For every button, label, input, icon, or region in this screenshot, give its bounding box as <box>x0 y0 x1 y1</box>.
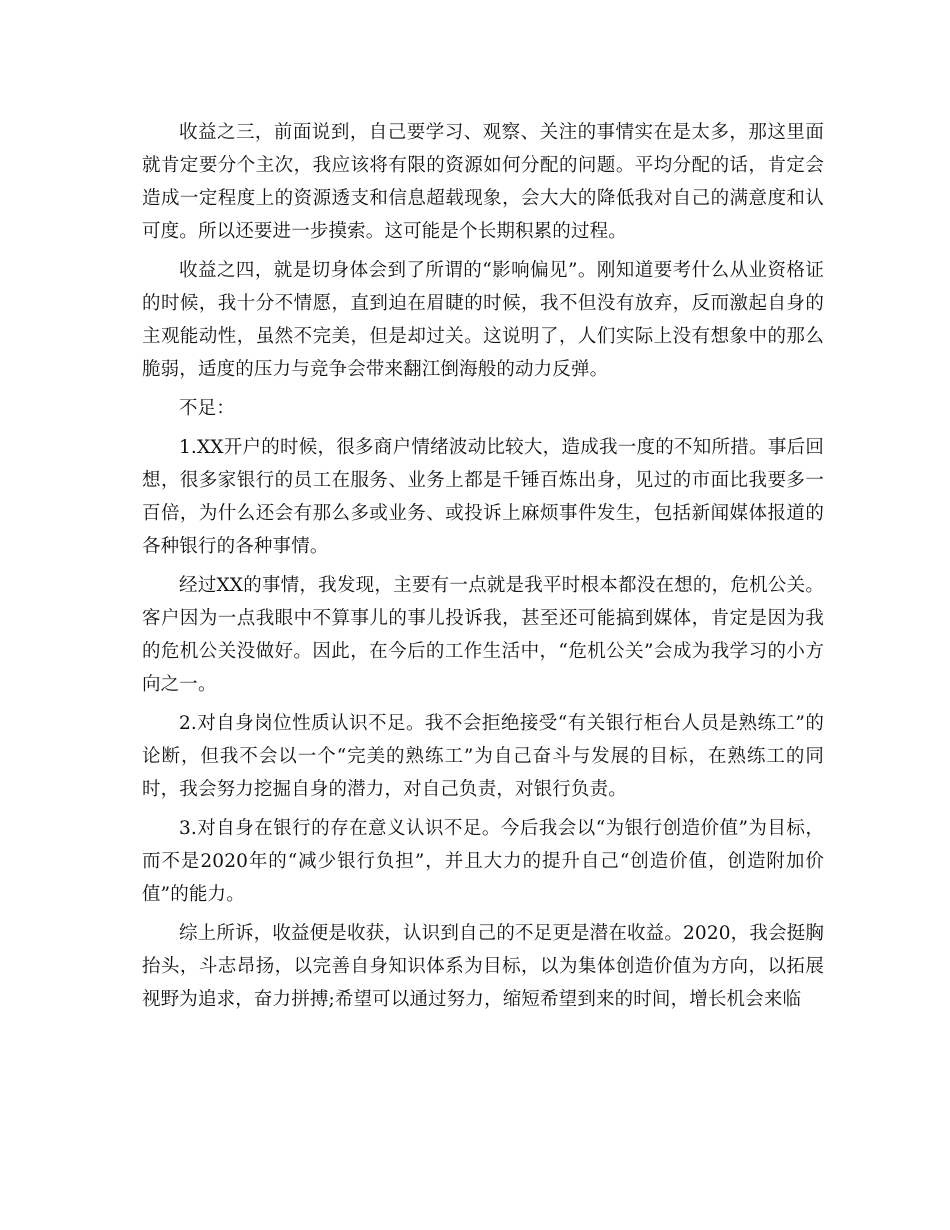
paragraph-crisis-pr: 经过XX的事情，我发现，主要有一点就是我平时根本都没在想的，危机公关。客户因为一点我眼中不算事儿的事儿投诉我，甚至还可能搞到媒体，肯定是因为我的危机公关没做好。因此，在今后的工作生活中，“危机公关”会成为我学习的小方向之一。 <box>142 575 824 695</box>
document-body <box>142 116 824 1016</box>
paragraph-summary: 综上所诉，收益便是收获，认识到自己的不足更是潜在收益。2020，我会挺胸抬头，斗志昂扬，以完善自身知识体系为目标，以为集体创造价值为方向，以拓展视野为追求，奋力拼搏;希望可以通过努力，缩短希望到来的时间，增长机会来临 <box>142 923 824 1010</box>
paragraph-shortcoming-one: 1.XX开户的时候，很多商户情绪波动比较大，造成我一度的不知所措。事后回想，很多家银行的员工在服务、业务上都是千锤百炼出身，见过的市面比我要多一百倍，为什么还会有那么多或业务、或投诉上麻烦事件发生，包括新闻媒体报道的各种银行的各种事情。 <box>142 437 824 557</box>
paragraph-shortcoming-two: 2.对自身岗位性质认识不足。我不会拒绝接受“有关银行柜台人员是熟练工”的论断，但我不会以一个“完美的熟练工”为自己奋斗与发展的目标，在熟练工的同时，我会努力挖掘自身的潜力，对自己负责，对银行负责。 <box>142 713 824 800</box>
section-heading-shortcomings: 不足： <box>179 398 235 419</box>
paragraph-benefit-three: 收益之三，前面说到，自己要学习、观察、关注的事情实在是太多，那这里面就肯定要分个主次，我应该将有限的资源如何分配的问题。平均分配的话，肯定会造成一定程度上的资源透支和信息超载现象，会大大的降低我对自己的满意度和认可度。所以还要进一步摸索。这可能是个长期积累的过程。 <box>142 122 824 242</box>
paragraph-shortcoming-three: 3.对自身在银行的存在意义认识不足。今后我会以“为银行创造价值”为目标，而不是2020年的“减少银行负担”，并且大力的提升自己“创造价值，创造附加价值”的能力。 <box>142 818 824 905</box>
paragraph-benefit-four: 收益之四，就是切身体会到了所谓的“影响偏见”。刚知道要考什么从业资格证的时候，我十分不情愿，直到迫在眉睫的时候，我不但没有放弃，反而激起自身的主观能动性，虽然不完美，但是却过关。这说明了，人们实际上没有想象中的那么脆弱，适度的压力与竞争会带来翻江倒海般的动力反弹。 <box>142 260 824 380</box>
